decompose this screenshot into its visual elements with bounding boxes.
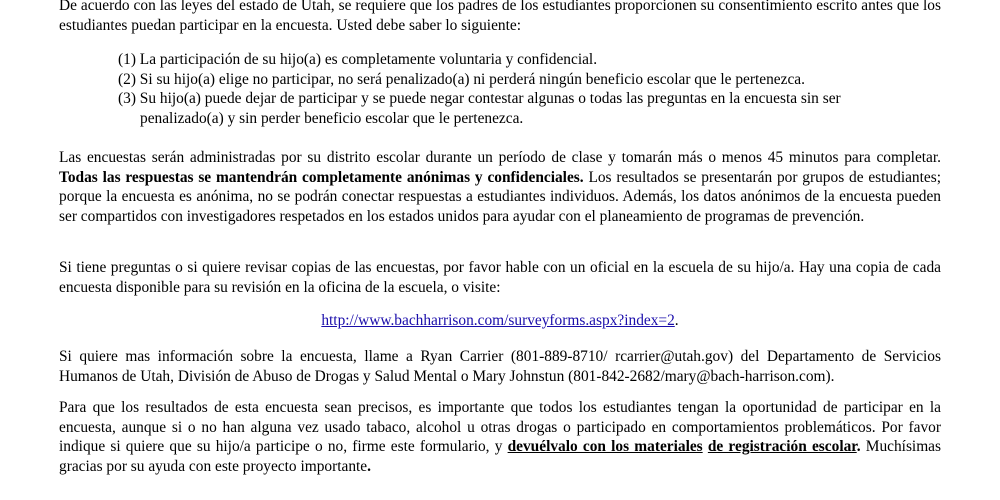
registration-materials-underlined: de registración escolar	[707, 438, 857, 456]
survey-url-line: http://www.bachharrison.com/surveyforms.aspx?index=2.	[321, 312, 679, 329]
closing-paragraph: Para que los resultados de esta encuesta sean precisos, es importante que todos los estudiantes tengan la oportunidad de participar en la encuesta, aunque si o no han alguna vez usado tabaco, alcohol u otras drogas o participado en comportamientos problemáticos. Por favor indique si quiere que su hijo/a participe o no, firme este formulario, y devuélvalo con los materiales de registración escolar. Muchísimas gracias por su ayuda con este proyecto importante.	[59, 399, 941, 475]
consent-points-list	[118, 50, 940, 128]
return-instruction-underlined: devuélvalo con los materiales	[507, 438, 703, 456]
intro-paragraph: De acuerdo con las leyes del estado de Utah, se requiere que los padres de los estudiantes proporcionen su consentimiento escrito antes que los estudiantes puedan participar en la encuesta. Usted debe saber lo siguiente:	[59, 0, 941, 34]
administration-paragraph: Las encuestas serán administradas por su distrito escolar durante un período de clase y tomarán más o menos 45 minutos para completar. Todas las respuestas se mantendrán completamente anónimas y confidenciales. Los resultados se presentarán por grupos de estudiantes; porque la encuesta es anónima, no se podrán conectar respuestas a estudiantes individuos. Además, los datos anónimos de la encuesta pueden ser compartidos con investigadores respetados en los estados unidos para ayudar con el planeamiento de programas de prevención.	[59, 149, 942, 225]
questions-paragraph: Si tiene preguntas o si quiere revisar copias de las encuestas, por favor hable con un oficial en la escuela de su hijo/a. Hay una copia de cada encuesta disponible para su revisión en la oficina de la escuela, o visite:	[59, 259, 941, 296]
list-item-continuation: penalizado(a) y sin perder beneficio escolar que le pertenezca.	[140, 109, 524, 127]
list-item: (1) La participación de su hijo(a) es completamente voluntaria y confidencial.	[118, 51, 598, 68]
anonymity-statement: Todas las respuestas se mantendrán completamente anónimas y confidenciales.	[59, 168, 584, 186]
survey-forms-link[interactable]: http://www.bachharrison.com/surveyforms.aspx?index=2	[321, 312, 675, 329]
list-item: (3) Su hijo(a) puede dejar de participar y se puede negar contestar algunas o todas las preguntas en la encuesta sin ser penalizado(a) y sin perder beneficio escolar que le pertenezca.	[118, 89, 940, 128]
list-item: (2) Si su hijo(a) elige no participar, no será penalizado(a) ni perderá ningún beneficio escolar que le pertenezca.	[118, 70, 805, 88]
contact-paragraph: Si quiere mas información sobre la encuesta, llame a Ryan Carrier (801-889-8710/ rcarrier@utah.gov) del Departamento de Servicios Humanos de Utah, División de Abuso de Drogas y Salud Mental o Mary Johnstun (801-842-2682/mary@bach-harrison.com).	[59, 348, 941, 385]
